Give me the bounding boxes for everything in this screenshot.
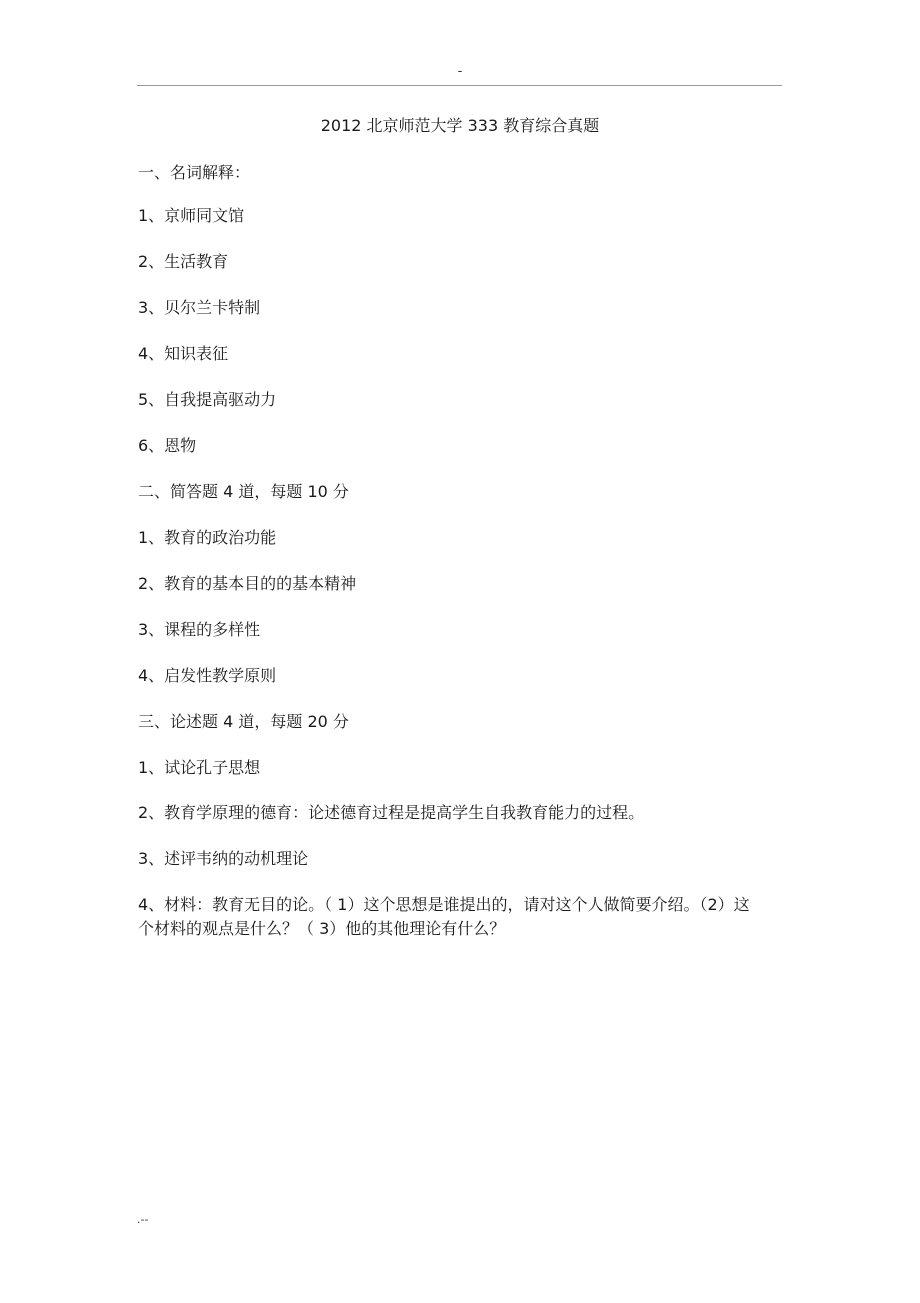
header-rule [137,85,782,86]
section-heading-definitions: 一、名词解释： [138,163,251,182]
document-title: 2012 北京师范大学 333 教育综合真题 [320,116,600,135]
list-item: 2、教育学原理的德育：论述德育过程是提高学生自我教育能力的过程。 [138,803,645,822]
list-item: 2、教育的基本目的的基本精神 [138,574,357,593]
section-heading-short-answer: 二、简答题 4 道，每题 10 分 [138,482,349,501]
list-item: 6、恩物 [138,436,197,455]
list-item: 1、京师同文馆 [138,206,245,225]
list-item: 4、材料：教育无目的论。（ 1）这个思想是谁提出的，请对这个人做简要介绍。（2）这个材料的观点是什么？（ 3）他的其他理论有什么？ [138,895,750,938]
list-item: 3、贝尔兰卡特制 [138,298,261,317]
list-item: 4、知识表征 [138,344,229,363]
list-item: 3、课程的多样性 [138,620,261,639]
list-item: 2、生活教育 [138,252,229,271]
list-item: 4、启发性教学原则 [138,666,277,685]
list-item: 1、教育的政治功能 [138,528,277,547]
list-item: 5、自我提高驱动力 [138,390,277,409]
list-item: 3、述评韦纳的动机理论 [138,849,309,868]
list-item: 1、试论孔子思想 [138,758,261,777]
footer-mark: .-- [137,1213,149,1226]
section-heading-essay: 三、论述题 4 道，每题 20 分 [138,712,349,731]
header-mark: - [457,64,463,79]
